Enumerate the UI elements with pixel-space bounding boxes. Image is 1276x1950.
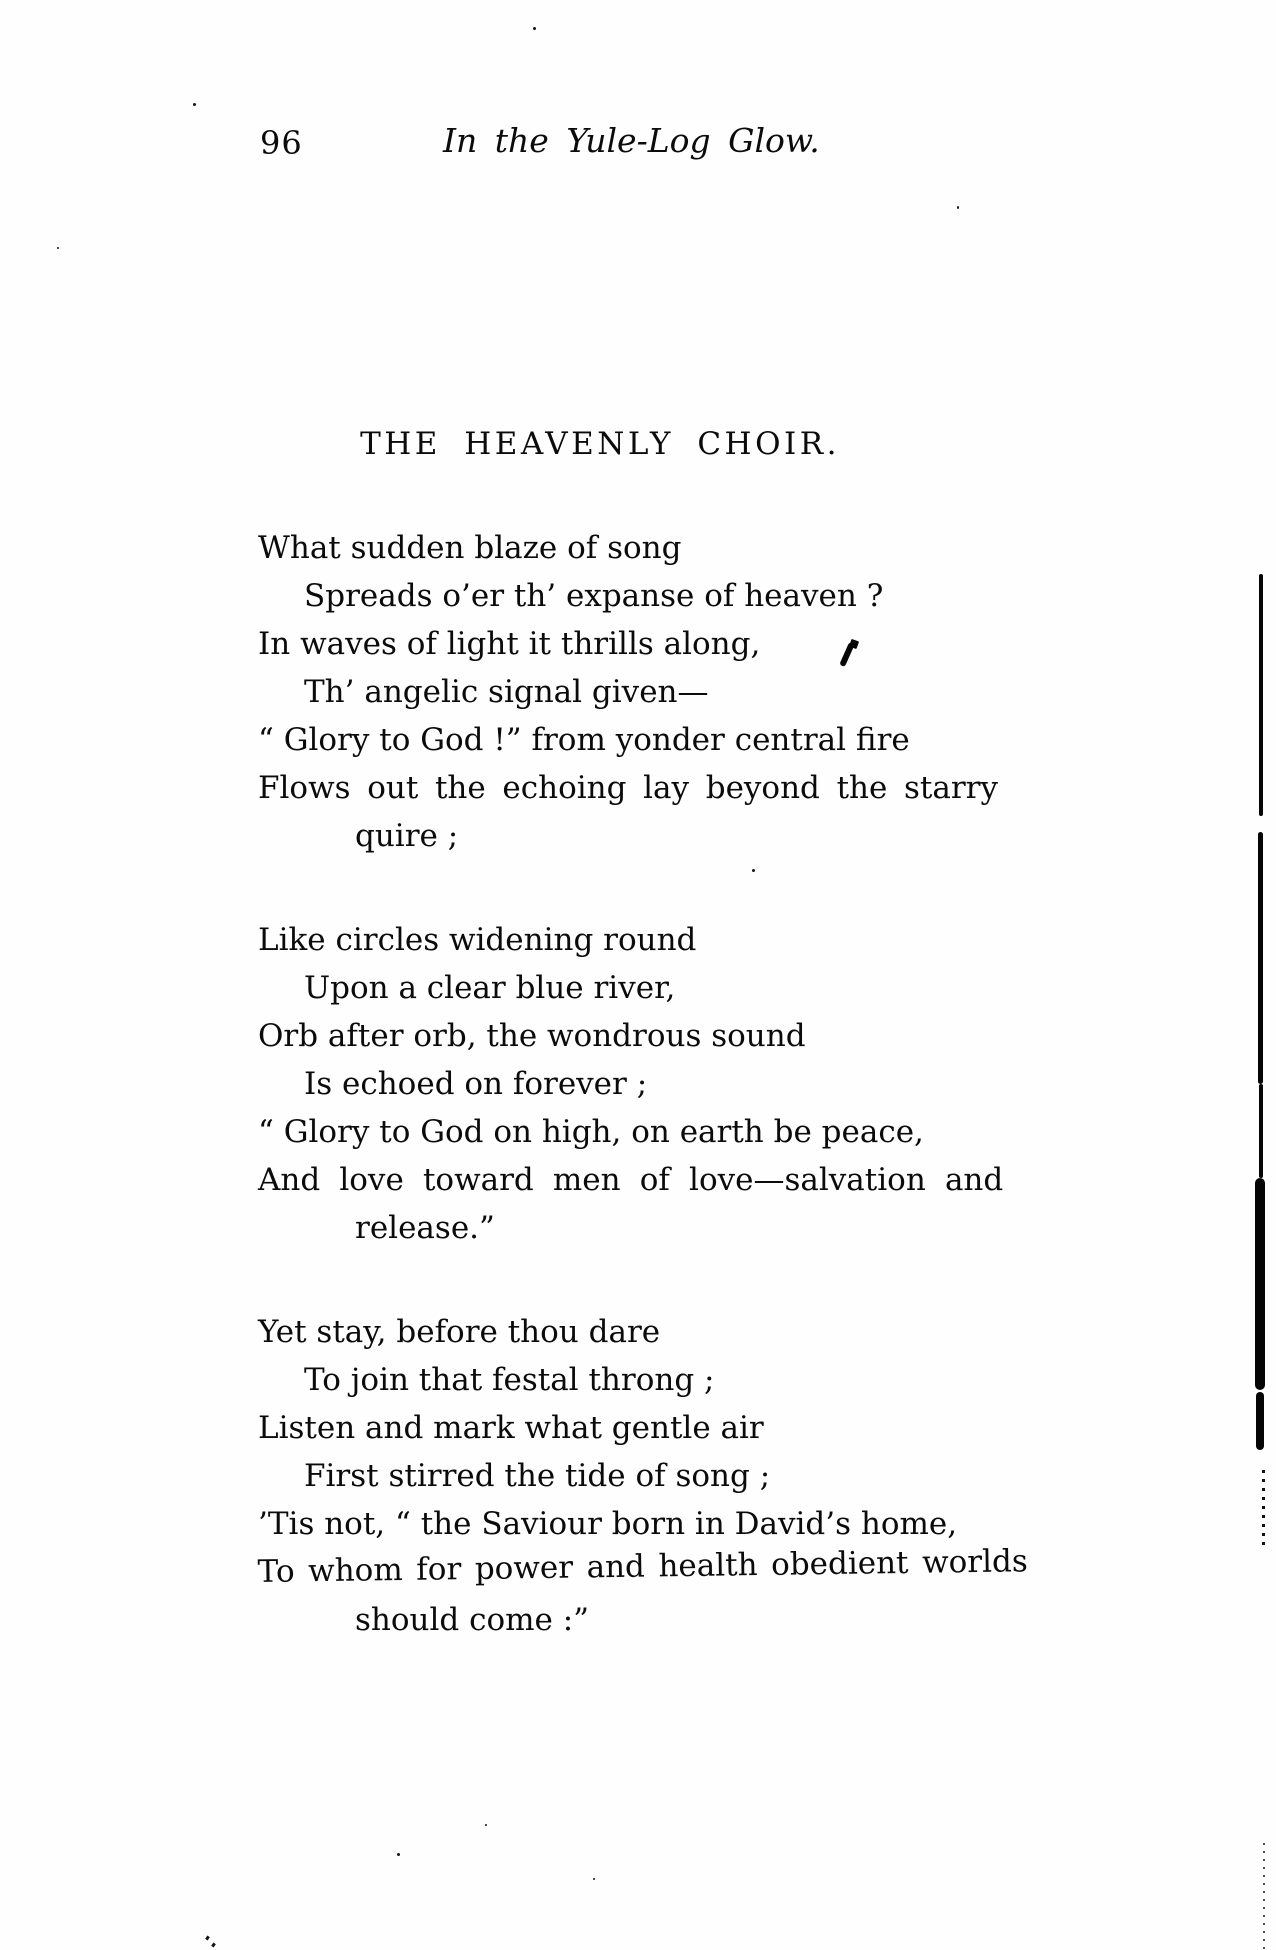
poem-line: Listen and mark what gentle air [258, 1410, 764, 1446]
poem-title: THE HEAVENLY CHOIR. [360, 426, 840, 462]
poem-line: Is echoed on forever ; [304, 1066, 648, 1102]
scan-streak [1256, 1392, 1264, 1450]
poem-line: should come :” [355, 1602, 590, 1638]
stanza-3 [258, 1308, 1048, 1644]
ink-speck [211, 1943, 216, 1948]
ink-speck [752, 869, 755, 872]
poem-line: Th’ angelic signal given— [304, 674, 709, 710]
scan-streak [1258, 832, 1263, 1084]
stanza-2 [258, 916, 1048, 1252]
poem-line: First stirred the tide of song ; [304, 1458, 771, 1494]
stanza-1 [258, 524, 1048, 860]
poem-line: ’Tis not, “ the Saviour born in David’s home, [258, 1506, 958, 1542]
ink-speck [485, 1824, 487, 1826]
scan-streak [1255, 1178, 1265, 1390]
poem-line: And love toward men of love—salvation and [258, 1162, 1004, 1198]
running-title: In the Yule-Log Glow. [443, 121, 820, 160]
page-number: 96 [260, 124, 303, 162]
ink-speck [957, 206, 959, 209]
ink-speck [593, 1878, 595, 1880]
poem-line: Orb after orb, the wondrous sound [258, 1018, 806, 1054]
poem-line: release.” [355, 1210, 495, 1246]
ink-speck [397, 1853, 400, 1856]
poem-line: Upon a clear blue river, [304, 970, 676, 1006]
ink-speck [57, 247, 59, 249]
poem-line: “ Glory to God on high, on earth be peace, [258, 1114, 924, 1150]
ink-speck [533, 27, 536, 30]
poem-line: Flows out the echoing lay beyond the starry [258, 770, 999, 806]
poem-line: To join that festal throng ; [304, 1362, 715, 1398]
scan-streak-dotted [1263, 1843, 1265, 1949]
ink-speck [205, 1936, 210, 1941]
poem-line: quire ; [355, 818, 459, 854]
scan-streak [1259, 1084, 1263, 1178]
poem [258, 524, 1048, 1644]
poem-line: Yet stay, before thou dare [258, 1314, 661, 1350]
poem-line: In waves of light it thrills along, [258, 626, 761, 662]
poem-line: To whom for power and health obedient worlds [257, 1543, 1029, 1591]
poem-line: Like circles widening round [258, 922, 697, 958]
poem-line: What sudden blaze of song [258, 530, 682, 566]
scan-streak-dotted [1262, 1470, 1265, 1548]
ink-speck [193, 103, 196, 106]
poem-line: “ Glory to God !” from yonder central fire [258, 722, 910, 758]
poem-line: Spreads o’er th’ expanse of heaven ? [304, 578, 884, 614]
scan-streak [1259, 574, 1263, 816]
